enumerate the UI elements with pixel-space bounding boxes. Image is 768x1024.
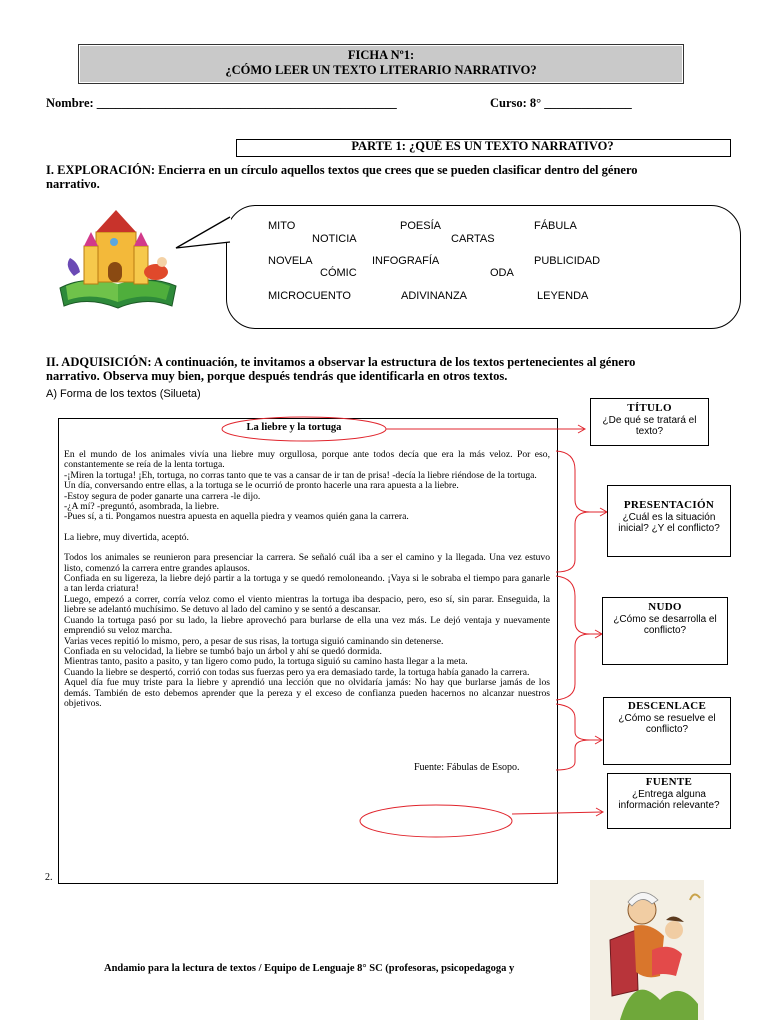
title-line-2: ¿CÓMO LEER UN TEXTO LITERARIO NARRATIVO?: [225, 63, 537, 77]
word-poesia[interactable]: POESÍA: [400, 220, 441, 232]
story-paragraph: Un día, conversando entre ellas, a la tortuga se le ocurrió de pronto hacerle una rara apuesta a la liebre.: [64, 480, 459, 492]
label-fuente-body: ¿Entrega alguna información relevante?: [618, 788, 720, 811]
word-fabula[interactable]: FÁBULA: [534, 220, 577, 232]
label-presentacion-body: ¿Cuál es la situación inicial? ¿Y el conflicto?: [618, 511, 720, 534]
story-paragraph: -Pues sí, a ti. Pongamos nuestra apuesta en aquella piedra y veamos quién gana la carrera.: [64, 511, 409, 523]
word-leyenda[interactable]: LEYENDA: [537, 290, 589, 302]
story-source: Fuente: Fábulas de Esopo.: [414, 762, 520, 773]
word-oda[interactable]: ODA: [490, 267, 514, 279]
story-paragraph: Confiada en su ligereza, la liebre dejó partir a la tortuga y se quedó remoloneando. ¡Vaya si le sobraba el tiempo para ganarle a tan lerda criatura!: [64, 573, 550, 595]
label-titulo-head: TÍTULO: [627, 402, 672, 414]
story-paragraph: Cuando la liebre se despertó, corrió con todas sus fuerzas pero ya era demasiado tarde, la tortuga había ganado la carrera.: [64, 666, 530, 678]
story-paragraph: La liebre, muy divertida, aceptó.: [64, 531, 189, 543]
word-infografia[interactable]: INFOGRAFÍA: [372, 255, 440, 267]
word-noticia[interactable]: NOTICIA: [312, 233, 357, 245]
story-paragraph: Aquel día fue muy triste para la liebre y aprendió una lección que no olvidaría jamás: No hay que burlarse jamás de los demás. También de esto debemos aprender que la pereza y el exceso de confianza pueden hacernos no alcanzar nuestros objetivos.: [64, 677, 550, 709]
label-titulo: [590, 398, 709, 446]
story-paragraph: -¡Miren la tortuga! ¡Eh, tortuga, no corras tanto que te vas a cansar de ir tan de prisa! -decía la liebre riéndose de la tortuga.: [64, 469, 537, 481]
page-number: 2.: [45, 872, 53, 883]
label-presentacion-head: PRESENTACIÓN: [623, 499, 715, 511]
title-line-1: FICHA Nº1:: [347, 48, 415, 62]
nombre-field: Nombre: ________________________________________________: [46, 96, 397, 110]
curso-field: Curso: 8° ______________: [490, 96, 632, 110]
nudo-bracket: [556, 576, 590, 700]
story-paragraph: Varias veces repitió lo mismo, pero, a pesar de sus risas, la tortuga siguió caminando sin detenerse.: [64, 635, 444, 647]
story-paragraph: -Estoy segura de poder ganarte una carrera -le dijo.: [64, 490, 261, 502]
fuente-arrow-line: [512, 812, 602, 814]
label-descenlace-body: ¿Cómo se resuelve el conflicto?: [618, 712, 716, 735]
word-mito[interactable]: MITO: [268, 220, 296, 232]
story-paragraph: Mientras tanto, pasito a pasito, y tan ligero como pudo, la tortuga siguió su camino hasta llegar a la meta.: [64, 656, 468, 668]
label-fuente-head: FUENTE: [645, 776, 693, 788]
label-nudo-head: NUDO: [648, 601, 682, 613]
word-novela[interactable]: NOVELA: [268, 255, 313, 267]
label-descenlace-head: DESCENLACE: [627, 700, 707, 712]
story-paragraph: En el mundo de los animales vivía una liebre muy orgullosa, porque ante todos decía que era la más veloz. Por eso, constantemente se reía de la lenta tortuga.: [64, 449, 550, 471]
label-presentacion: [607, 485, 731, 557]
label-descenlace: [603, 697, 731, 765]
word-cartas[interactable]: CARTAS: [451, 233, 495, 245]
story-paragraph: -¿A mí? -preguntó, asombrada, la liebre.: [64, 501, 220, 513]
parte1-title: PARTE 1: ¿QUÉ ES UN TEXTO NARRATIVO?: [351, 139, 614, 153]
label-fuente: [607, 773, 731, 829]
story-paragraph: Confiada en su velocidad, la liebre se tumbó bajo un árbol y ahí se quedó dormida.: [64, 645, 382, 657]
descenlace-bracket: [556, 704, 590, 770]
fuente-circle: [360, 805, 512, 837]
footer-credits: Andamio para la lectura de textos / Equipo de Lenguaje 8° SC (profesoras, psicopedagoga y: [104, 963, 515, 974]
story-paragraph: Todos los animales se reunieron para presenciar la carrera. Se señaló cuál iba a ser el camino y la llegada. Una vez estuvo listo, comenzó la carrera entre grandes aplausos.: [64, 552, 550, 574]
label-nudo: [602, 597, 728, 665]
exploracion-instruction: I. EXPLORACIÓN: Encierra en un círculo aquellos textos que crees que se pueden clasificar dentro del género narrativo.: [46, 163, 638, 191]
reading-child-illustration: [590, 880, 704, 1020]
word-microcuento[interactable]: MICROCUENTO: [268, 290, 351, 302]
adquisicion-instruction: II. ADQUISICIÓN: A continuación, te invitamos a observar la estructura de los textos pertenecientes al género narrativo. Observa muy bien, porque después tendrás que identificarla en otros textos.: [46, 355, 636, 383]
story-title: La liebre y la tortuga: [246, 422, 342, 433]
presentacion-bracket: [556, 451, 590, 572]
silueta-subtitle: A) Forma de los textos (Silueta): [46, 388, 201, 400]
story-paragraph: Cuando la tortuga pasó por su lado, la liebre aprovechó para burlarse de ella una vez más. Le dejó ventaja y nuevamente emprendió su veloz marcha.: [64, 614, 550, 637]
word-comic[interactable]: CÓMIC: [320, 267, 357, 279]
label-titulo-body: ¿De qué se tratará el texto?: [602, 414, 697, 437]
word-publicidad[interactable]: PUBLICIDAD: [534, 255, 601, 267]
word-adivinanza[interactable]: ADIVINANZA: [401, 290, 468, 302]
label-nudo-body: ¿Cómo se desarrolla el conflicto?: [613, 613, 717, 636]
title-circle: [222, 417, 386, 441]
story-paragraph: Luego, empezó a correr, corría veloz como el viento mientras la tortuga iba despacio, pero, eso sí, sin parar. Enseguida, la liebre se adelantó muchísimo. Se detuvo al lado del camino y se sentó a descansar.: [64, 593, 550, 616]
